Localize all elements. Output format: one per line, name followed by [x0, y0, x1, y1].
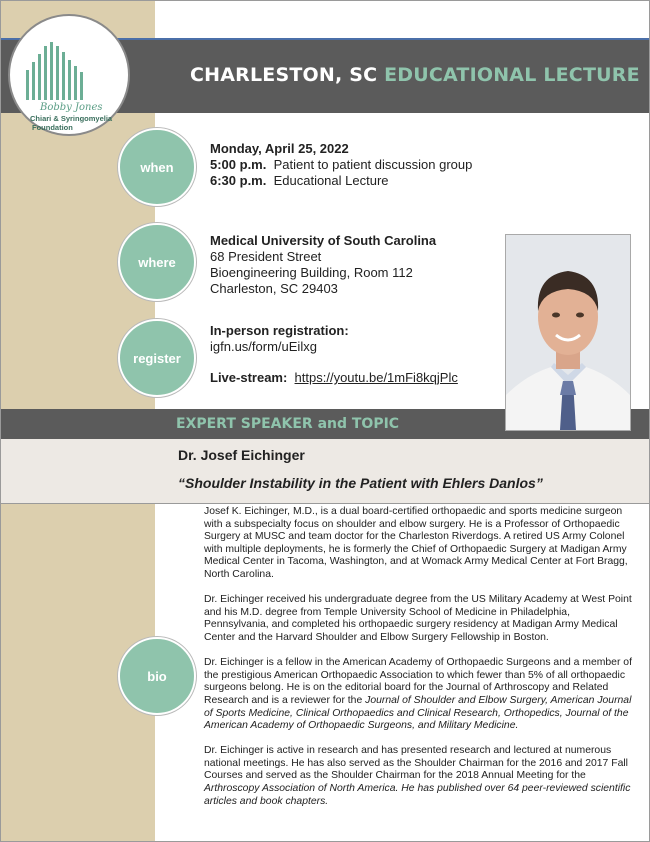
time-1-desc: Patient to patient discussion group — [273, 157, 473, 172]
bio-paragraph-3-text: Dr. Eichinger is a fellow in the American Academy of Orthopaedic Surgeons and a member of the prestigious American Orthopaedic Association to which fewer than 5% of all orthopaedic surgeons belong. He is on the editorial board for the Journal of Arthroscopy and Related Research and is a reviewer for the — [204, 657, 632, 706]
register-label: register — [133, 350, 181, 366]
title-accent: EDUCATIONAL LECTURE — [384, 64, 640, 86]
logo-bars-icon — [20, 40, 100, 102]
bio-text — [204, 506, 634, 821]
logo-name: Bobby Jones — [40, 102, 103, 113]
register-badge — [118, 319, 196, 397]
logo-subtitle: Chiari & Syringomyelia — [30, 114, 113, 123]
speaker-photo — [505, 234, 631, 431]
time-2-desc: Educational Lecture — [273, 173, 389, 188]
logo-foundation: Foundation — [32, 123, 73, 132]
when-badge — [118, 128, 196, 206]
bio-paragraph-3-journals: Journal of Shoulder and Elbow Surgery, American Journal of Sports Medicine, Clinical Orthopaedics and Clinical Research, Orthopedics, Journal of the American Academy of Orthopaedic Surgeons, and Military Medicine. — [204, 694, 632, 732]
livestream-link[interactable]: https://youtu.be/1mFi8kqjPlc — [294, 370, 458, 385]
address-line-3: Charleston, SC 29403 — [210, 281, 338, 296]
register-details — [210, 323, 458, 386]
bio-paragraph-3 — [204, 657, 634, 733]
divider — [0, 503, 650, 504]
event-date: Monday, April 25, 2022 — [210, 141, 349, 156]
speaker-name: Dr. Josef Eichinger — [178, 447, 305, 463]
bio-paragraph-2: Dr. Eichinger received his undergraduate degree from the US Military Academy at West Point and his M.D. degree from Temple University School of Medicine in Philadelphia, Pennsylvania, and completed his orthopaedic surgery residency at Madigan Army Medical Center and the Harvard Shoulder and Elbow Surgery Fellowship in Boston. — [204, 594, 632, 643]
inperson-label: In-person registration: — [210, 323, 349, 338]
time-1: 5:00 p.m. — [210, 157, 267, 172]
bio-badge — [118, 637, 196, 715]
page-title — [190, 64, 640, 86]
when-label: when — [140, 159, 174, 175]
talk-title: “Shoulder Instability in the Patient with Ehlers Danlos” — [178, 475, 543, 491]
bio-paragraph-4-text: Dr. Eichinger is active in research and has presented research and lectured at numerous national meetings. He has also served as the Shoulder Chairman for the 2016 and 2017 Fall Courses and served as the Shoulder Chairman for the 2018 Annual Meeting for the — [204, 745, 628, 782]
foundation-logo — [8, 14, 130, 136]
where-badge — [118, 223, 196, 301]
when-details — [210, 141, 472, 189]
venue-name: Medical University of South Carolina — [210, 233, 437, 248]
livestream-label: Live-stream: — [210, 370, 288, 385]
title-main: CHARLESTON, SC — [190, 64, 378, 86]
address-line-1: 68 President Street — [210, 249, 322, 264]
topic-box — [0, 439, 650, 503]
where-label: where — [138, 254, 176, 270]
address-line-2: Bioengineering Building, Room 112 — [210, 265, 413, 280]
bio-paragraph-4 — [204, 745, 634, 808]
time-2: 6:30 p.m. — [210, 173, 267, 188]
speaker-portrait-icon — [506, 235, 630, 430]
bio-paragraph-1: Josef K. Eichinger, M.D., is a dual board-certified orthopaedic and sports medicine surgeon with a subspecialty focus on shoulder and elbow surgery. He is a Professor of Orthopaedic Surgery at MUSC and team doctor for the Charleston Riverdogs. A retired US Army Colonel with multiple deployments, he is formerly the Chief of Orthopaedic Surgery at Madigan Army Medical Center in Tacoma, Washington, and at Womack Army Medical Center at Fort Bragg, North Carolina. — [204, 506, 628, 580]
inperson-link[interactable]: igfn.us/form/uEilxg — [210, 339, 317, 354]
bio-paragraph-4-assoc: Arthroscopy Association of North America. He has published over 64 peer-reviewed scientific articles and book chapters. — [204, 783, 631, 807]
where-details — [210, 233, 436, 297]
bio-label: bio — [147, 668, 167, 684]
expert-heading: EXPERT SPEAKER and TOPIC — [176, 416, 400, 432]
